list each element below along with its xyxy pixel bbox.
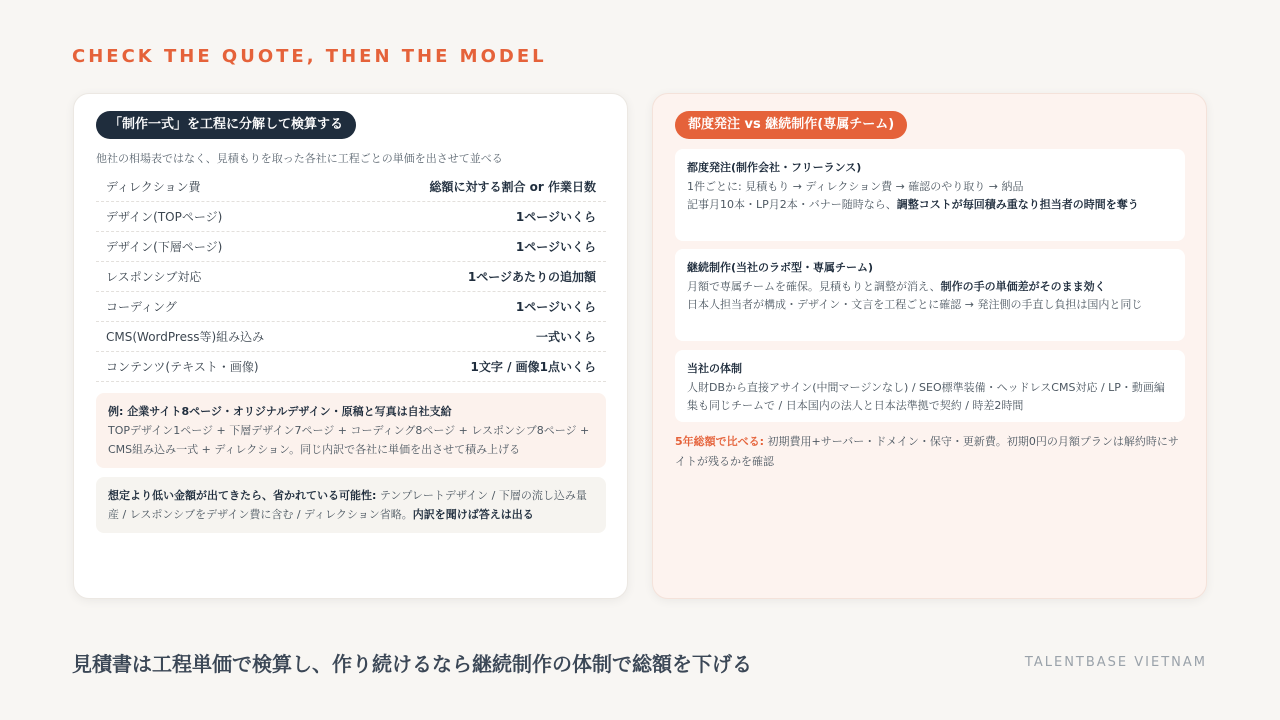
continuous-panel xyxy=(675,249,1185,341)
table-row xyxy=(96,202,606,232)
unit-price-table xyxy=(96,172,606,382)
row-label: デザイン(TOPページ) xyxy=(106,210,223,224)
per-order-line2: 記事月10本・LP月2本・バナー随時なら、 xyxy=(687,198,897,211)
row-value: 1ページいくら xyxy=(515,240,596,254)
per-order-emphasis: 調整コストが毎回積み重なり担当者の時間を奪う xyxy=(896,198,1139,211)
example-title: 例: 企業サイト8ページ・オリジナルデザイン・原稿と写真は自社支給 xyxy=(108,405,452,418)
row-value: 一式いくら xyxy=(535,330,596,344)
breakdown-subtitle: 他社の相場表ではなく、見積もりを取った各社に工程ごとの単価を出させて並べる xyxy=(96,152,503,165)
row-label: ディレクション費 xyxy=(106,180,201,194)
table-row xyxy=(96,322,606,352)
continuous-line2: 日本人担当者が構成・デザイン・文言を工程ごとに確認 → 発注側の手直し負担は国内と同じ xyxy=(687,298,1143,311)
row-label: コンテンツ(テキスト・画像) xyxy=(106,360,259,374)
table-row xyxy=(96,172,606,202)
table-row xyxy=(96,352,606,382)
breakdown-pill: 「制作一式」を工程に分解して検算する xyxy=(96,111,356,139)
ordering-model-card xyxy=(652,93,1207,599)
example-body: TOPデザイン1ページ + 下層デザイン7ページ + コーディング8ページ + レスポンシブ8ページ + CMS組み込み一式 + ディレクション。同じ内訳で各社に単価を出させて積み上げる xyxy=(108,424,590,456)
table-row xyxy=(96,262,606,292)
table-row xyxy=(96,232,606,262)
company-structure-title: 当社の体制 xyxy=(687,362,742,375)
row-label: デザイン(下層ページ) xyxy=(106,240,223,254)
warning-body: テンプレートデザイン / 下層の流し込み量産 / レスポンシブをデザイン費に含む / ディレクション省略。 xyxy=(108,489,587,521)
row-label: レスポンシブ対応 xyxy=(106,270,202,284)
continuous-line1: 月額で専属チームを確保。見積もりと調整が消え、 xyxy=(687,279,941,293)
eyebrow-title: CHECK THE QUOTE, THEN THE MODEL xyxy=(72,46,547,67)
warning-box xyxy=(96,477,606,533)
slide-headline: 見積書は工程単価で検算し、作り続けるなら継続制作の体制で総額を下げる xyxy=(72,652,752,676)
company-structure-panel xyxy=(675,350,1185,422)
per-order-panel xyxy=(675,149,1185,241)
continuous-emphasis: 制作の手の単価差がそのまま効く xyxy=(940,279,1106,293)
per-order-line1: 1件ごとに: 見積もり → ディレクション費 → 確認のやり取り → 納品 xyxy=(687,179,1024,193)
model-pill: 都度発注 vs 継続制作(専属チーム) xyxy=(675,111,907,139)
quote-breakdown-card xyxy=(73,93,628,599)
warning-title: 想定より低い金額が出てきたら、省かれている可能性: xyxy=(108,489,377,502)
brand-logo-text: TALENTBASE VIETNAM xyxy=(1024,655,1207,670)
row-value: 総額に対する割合 or 作業日数 xyxy=(429,180,596,194)
row-value: 1ページあたりの追加額 xyxy=(467,270,596,284)
row-label: コーディング xyxy=(106,300,177,314)
example-box xyxy=(96,393,606,468)
row-value: 1文字 / 画像1点いくら xyxy=(470,360,596,374)
row-value: 1ページいくら xyxy=(515,210,596,224)
warning-conclusion: 内訳を聞けば答えは出る xyxy=(412,508,534,521)
five-year-note xyxy=(675,432,1185,472)
company-structure-body: 人財DBから直接アサイン(中間マージンなし) / SEO標準装備・ヘッドレスCMS対応 / LP・動画編集も同じチームで / 日本国内の法人と日本法準拠で契約 / 時差2時間 xyxy=(687,380,1165,412)
row-label: CMS(WordPress等)組み込み xyxy=(106,330,265,344)
note-accent: 5年総額で比べる: xyxy=(675,435,765,448)
per-order-title: 都度発注(制作会社・フリーランス) xyxy=(687,161,862,174)
table-row xyxy=(96,292,606,322)
continuous-title: 継続制作(当社のラボ型・専属チーム) xyxy=(687,261,874,274)
row-value: 1ページいくら xyxy=(515,300,596,314)
note-body: 初期費用+サーバー・ドメイン・保守・更新費。初期0円の月額プランは解約時にサイトが残るかを確認 xyxy=(675,435,1179,468)
